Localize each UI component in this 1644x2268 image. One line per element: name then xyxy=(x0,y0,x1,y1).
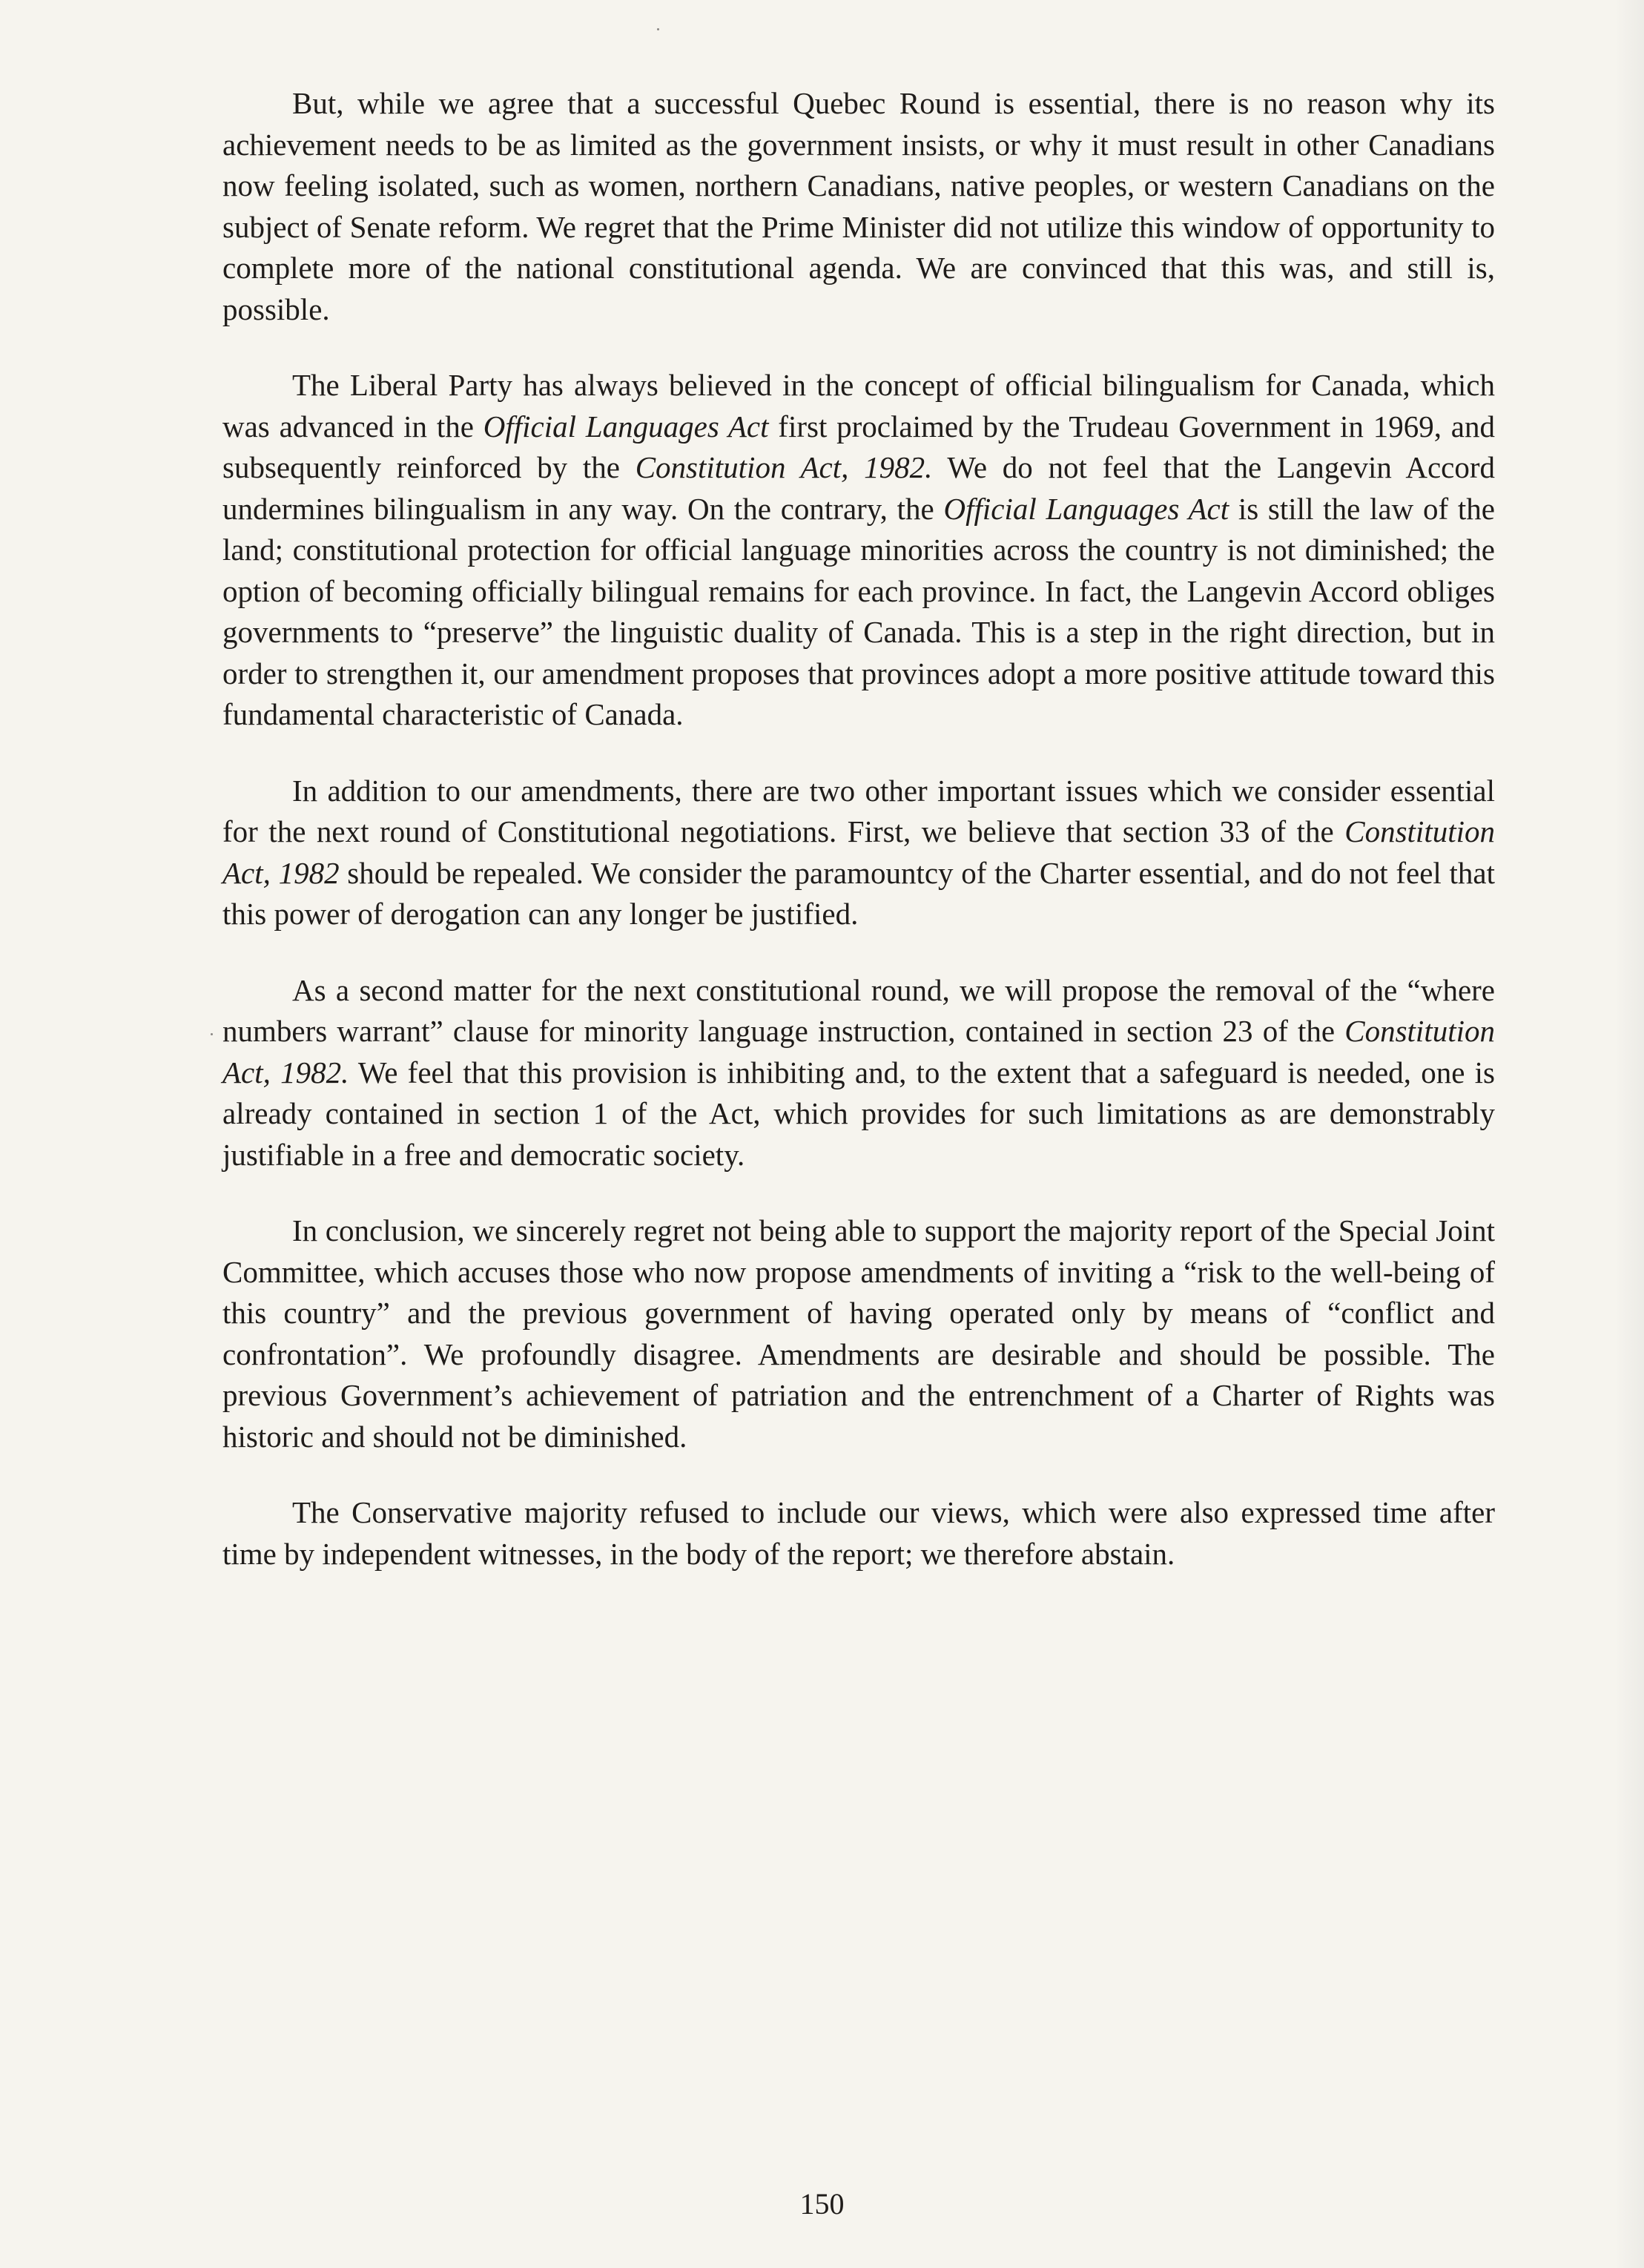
act-title: Constitution Act, 1982 xyxy=(222,814,1495,890)
paragraph-text: The Conservative majority refused to include our views, which were also expressed time after time by independent witnesses, in the body of the report; we therefore abstain. xyxy=(222,1495,1495,1571)
paragraph-text: We do not feel that the Langevin Accord undermines bilingualism in any way. On the contrary, the xyxy=(222,450,1495,526)
paragraph-text: In conclusion, we sincerely regret not being able to support the majority report of the Special Joint Committee, which accuses those who now propose amendments of inviting a “risk to the well-being of this country” and the previous government of having operated only by means of “conflict and confrontation”. We profoundly disagree. Amendments are desirable and should be possible. The previous Government’s achievement of patriation and the entrenchment of a Charter of Rights was historic and should not be diminished. xyxy=(222,1213,1495,1454)
act-title: Official Languages Act xyxy=(483,409,769,444)
scan-speck xyxy=(211,1033,213,1035)
paragraph-section-23 xyxy=(222,970,1495,1176)
paragraph-section-33 xyxy=(222,771,1495,935)
scan-speck xyxy=(657,28,659,30)
page-number: 150 xyxy=(799,2187,845,2221)
paragraph-text: In addition to our amendments, there are two other important issues which we consider essential for the next round of Constitutional negotiations. First, we believe that section 33 of the xyxy=(222,773,1495,848)
paragraph-official-bilingualism xyxy=(222,365,1495,736)
paragraph-abstention xyxy=(222,1492,1495,1575)
paragraph-text: is still the law of the land; constitutional protection for official language minorities across the country is not diminished; the option of becoming officially bilingual remains for each province. In fact, the Langevin Accord obliges governments to “preserve” the linguistic duality of Canada. This is a step in the right direction, but in order to strengthen it, our amendment proposes that provinces adopt a more positive attitude toward this fundamental characteristic of Canada. xyxy=(222,491,1495,731)
paragraph-text: should be repealed. We consider the paramountcy of the Charter essential, and do not feel that this power of derogation can any longer be justified. xyxy=(222,855,1495,931)
act-title: Official Languages Act xyxy=(943,491,1229,526)
paragraph-quebec-round xyxy=(222,83,1495,330)
report-text xyxy=(222,83,1495,1575)
paragraph-text: first proclaimed by the Trudeau Government in 1969, and subsequently reinforced by the xyxy=(222,409,1495,484)
paragraph-text: As a second matter for the next constitutional round, we will propose the removal of the “where numbers warrant” clause for minority language instruction, contained in section 23 of the xyxy=(222,972,1495,1048)
paragraph-conclusion xyxy=(222,1210,1495,1457)
act-title: Constitution Act, 1982. xyxy=(635,450,933,484)
paragraph-text: But, while we agree that a successful Quebec Round is essential, there is no reason why its achievement needs to be as limited as the government insists, or why it must result in other Canadians now feeling isolated, such as women, northern Canadians, native peoples, or western Canadians on the subject of Senate reform. We regret that the Prime Minister did not utilize this window of opportunity to complete more of the national constitutional agenda. We are convinced that this was, and still is, possible. xyxy=(222,86,1495,326)
paragraph-text: We feel that this provision is inhibiting and, to the extent that a safeguard is needed, one is already contained in section 1 of the Act, which provides for such limitations as are demonstrably justifiable in a free and democratic society. xyxy=(222,1055,1495,1172)
page-edge xyxy=(1614,0,1644,2268)
paragraph-text: The Liberal Party has always believed in the concept of official bilingualism for Canada, which was advanced in the xyxy=(222,368,1495,444)
act-title: Constitution Act, 1982. xyxy=(222,1014,1495,1090)
